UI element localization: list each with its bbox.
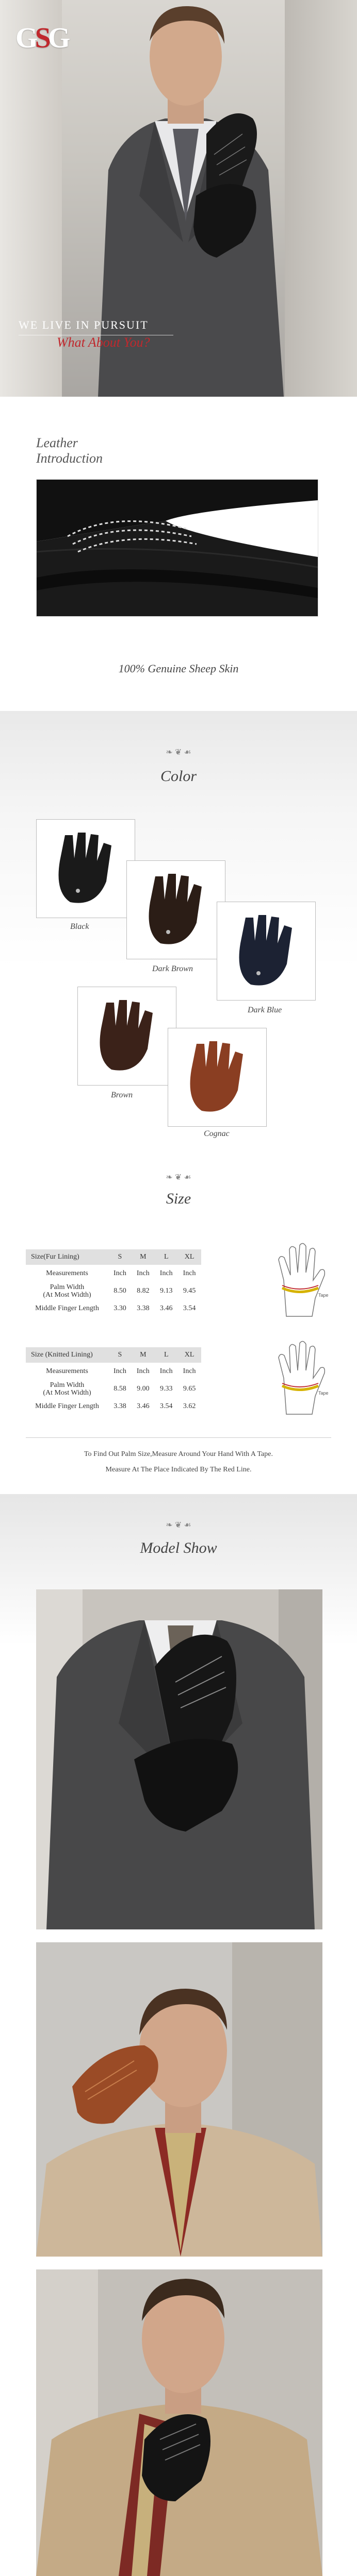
size-table-fur-lining <box>26 1249 201 1317</box>
hero-tagline-sub: What About You? <box>57 335 150 350</box>
table-header-cell: S <box>108 1249 132 1265</box>
model-photo-1 <box>36 1589 322 1929</box>
color-label-black: Black <box>70 922 89 931</box>
hero-wall-right <box>285 0 357 397</box>
table-cell: Inch <box>113 1367 126 1375</box>
color-swatch-cognac[interactable] <box>168 1028 267 1127</box>
model-photo-3 <box>36 2269 322 2576</box>
table-cell: 3.54 <box>183 1304 196 1312</box>
table-header-row <box>26 1347 201 1363</box>
table-cell: 3.30 <box>113 1304 126 1312</box>
tape-label-2: Tape <box>318 1391 329 1396</box>
table-cell: Palm Width (At Most Width) <box>43 1381 91 1397</box>
table-cell: Measurements <box>46 1269 88 1277</box>
table-cell: Measurements <box>46 1367 88 1375</box>
color-swatch-black[interactable] <box>36 819 135 918</box>
table-header-cell: L <box>155 1347 178 1363</box>
model-show-section <box>0 1494 357 2576</box>
glove-icon <box>230 912 302 990</box>
glove-icon <box>181 1039 253 1116</box>
table-header-cell: XL <box>178 1347 201 1363</box>
table-cell: 8.82 <box>137 1287 150 1295</box>
color-label-brown: Brown <box>111 1091 133 1099</box>
table-cell: 9.33 <box>159 1385 173 1393</box>
hand-measure-icon-1 <box>271 1239 333 1321</box>
table-row <box>26 1398 201 1415</box>
table-header-cell: M <box>132 1249 155 1265</box>
table-row <box>26 1380 201 1398</box>
table-cell: 8.50 <box>113 1287 126 1295</box>
table-row <box>26 1265 201 1282</box>
table-header-cell: L <box>155 1249 178 1265</box>
table-header-cell: Size(Fur Lining) <box>26 1249 108 1265</box>
color-label-dark-blue: Dark Blue <box>248 1006 282 1014</box>
table-header-cell: XL <box>178 1249 201 1265</box>
table-cell: Inch <box>136 1269 150 1277</box>
table-row <box>26 1282 201 1300</box>
model-ornament: ❧ ❦ ☙ <box>166 1521 191 1530</box>
table-cell: Inch <box>183 1367 196 1375</box>
table-header-cell: Size (Knitted Lining) <box>26 1347 108 1363</box>
leather-intro-caption: 100% Genuine Sheep Skin <box>118 662 239 675</box>
table-header-cell: M <box>132 1347 155 1363</box>
hero-banner <box>0 0 357 397</box>
color-label-dark-brown: Dark Brown <box>152 964 193 973</box>
color-swatch-brown[interactable] <box>77 987 176 1086</box>
table-cell: 3.54 <box>159 1402 173 1410</box>
size-divider <box>26 1437 331 1438</box>
color-label-cognac: Cognac <box>204 1129 230 1138</box>
hero-tagline-main: WE LIVE IN PURSUIT <box>19 318 149 331</box>
tape-label-1: Tape <box>318 1293 329 1298</box>
brand-logo: GSG <box>15 22 68 54</box>
table-cell: 9.13 <box>159 1287 173 1295</box>
size-note-2: Measure At The Place Indicated By The Red Line. <box>105 1466 252 1473</box>
glove-icon <box>91 997 163 1075</box>
hero-wall-left <box>0 0 62 397</box>
table-cell: 3.46 <box>137 1402 150 1410</box>
table-cell: Inch <box>159 1367 173 1375</box>
model-title: Model Show <box>140 1539 217 1556</box>
leather-intro-title <box>36 435 103 466</box>
table-header-row <box>26 1249 201 1265</box>
table-cell: Middle Finger Length <box>35 1402 99 1410</box>
table-row <box>26 1363 201 1380</box>
size-note-1: To Find Out Palm Size,Measure Around Your Hand With A Tape. <box>84 1450 273 1458</box>
leather-intro-title-line1: Leather <box>36 435 78 450</box>
table-header-cell: S <box>108 1347 132 1363</box>
size-ornament: ❧ ❦ ☙ <box>166 1173 191 1182</box>
glove-icon <box>140 871 212 948</box>
glove-icon <box>50 830 122 907</box>
table-cell: 3.38 <box>113 1402 126 1410</box>
model-photo-2 <box>36 1942 322 2257</box>
table-cell: 3.46 <box>159 1304 173 1312</box>
color-section <box>0 711 357 1139</box>
table-cell: 9.45 <box>183 1287 196 1295</box>
table-row <box>26 1300 201 1317</box>
table-cell: Middle Finger Length <box>35 1304 99 1312</box>
table-cell: 3.38 <box>137 1304 150 1312</box>
table-cell: Inch <box>183 1269 196 1277</box>
color-swatch-dark-brown[interactable] <box>126 860 225 959</box>
hand-measure-icon-2 <box>271 1337 333 1419</box>
table-cell: Inch <box>113 1269 126 1277</box>
table-cell: 8.58 <box>113 1385 126 1393</box>
leather-closeup-image <box>36 479 318 617</box>
leather-intro-title-line2: Introduction <box>36 451 103 466</box>
color-title: Color <box>160 768 197 785</box>
color-swatch-dark-blue[interactable] <box>217 902 316 1001</box>
color-ornament: ❧ ❦ ☙ <box>166 748 191 757</box>
table-cell: 3.62 <box>183 1402 196 1410</box>
table-cell: Inch <box>159 1269 173 1277</box>
size-table-knitted-lining <box>26 1347 201 1415</box>
table-cell: 9.00 <box>137 1385 150 1393</box>
leather-closeup-illustration <box>37 480 318 616</box>
table-cell: 9.65 <box>183 1385 196 1393</box>
table-cell: Palm Width (At Most Width) <box>43 1283 91 1299</box>
table-cell: Inch <box>136 1367 150 1375</box>
size-title: Size <box>166 1190 191 1207</box>
